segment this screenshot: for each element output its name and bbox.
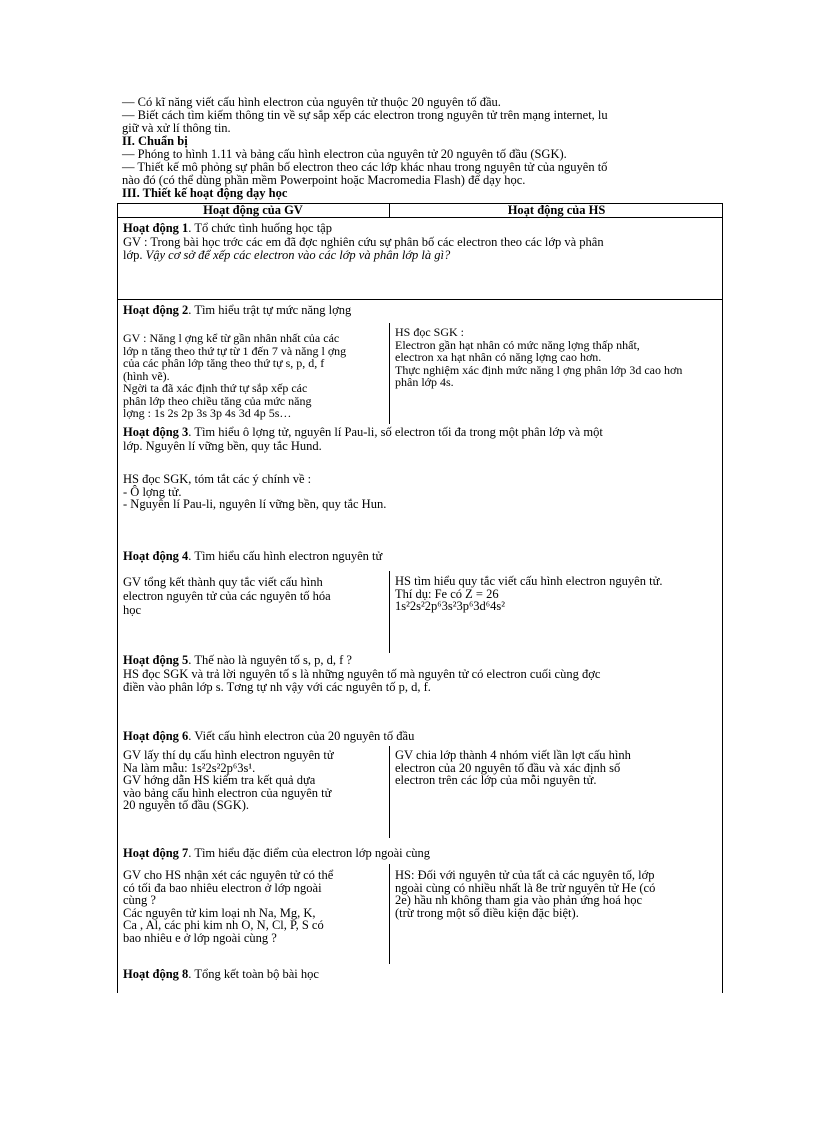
activity-7-title: Hoạt động 7. Tìm hiểu đặc điểm của electron lớp ngoài cùng bbox=[123, 846, 431, 860]
activity-6-hs: GV chia lớp thành 4 nhóm viết lần lợt cấu hình electron của 20 nguyên tố đầu và xác định số electron trên các lớp của mỗi nguyên tử. bbox=[395, 748, 631, 787]
activity-3-title: Hoạt động 3. Tìm hiểu ô lợng tử, nguyên lí Pau-li, số electron tối đa trong một phân lớp và một bbox=[123, 425, 603, 439]
activity-5-title: Hoạt động 5. Thế nào là nguyên tố s, p, d, f ? bbox=[123, 653, 352, 667]
column-header-gv: Hoạt động của GV bbox=[117, 203, 390, 217]
activity-8-title: Hoạt động 8. Tổng kết toàn bộ bài học bbox=[123, 967, 319, 981]
activity-6-title: Hoạt động 6. Viết cấu hình electron của 20 nguyên tố đầu bbox=[123, 729, 415, 743]
activity-3-text: lớp. Nguyên lí vững bền, quy tắc Hund. bbox=[123, 439, 322, 453]
activity-4-gv: GV tổng kết thành quy tắc viết cấu hình electron nguyên tử của các nguyên tố hóa học bbox=[123, 575, 331, 617]
activity-6-gv: GV lấy thí dụ cấu hình electron nguyên tử Na làm mẫu: 1s²2s²2p⁶3s¹. GV hớng dẫn HS kiểm tra kết quả dựa vào bảng cấu hình electron của nguyên tử 20 nguyên tố đầu (SGK). bbox=[123, 748, 334, 812]
activity-7-hs: HS: Đối với nguyên tử của tất cả các nguyên tố, lớp ngoài cùng có nhiều nhất là 8e trừ nguyên tử He (có 2e) hầu nh không tham gia vào phản ứng hoá học (trừ trong một số điều kiện đặc biệt). bbox=[395, 868, 656, 920]
column-divider bbox=[389, 864, 390, 964]
column-divider bbox=[389, 571, 390, 653]
activity-4-hs: HS tìm hiểu quy tắc viết cấu hình electron nguyên tử. Thí dụ: Fe có Z = 26 1s²2s²2p⁶3s²3p⁶3d⁶4s² bbox=[395, 574, 663, 613]
table-border bbox=[117, 217, 723, 218]
activity-1-text: GV : Trong bài học trớc các em đã đợc nghiên cứu sự phân bố các electron theo các lớp và phân lớp. Vậy cơ sở để xếp các electron vào các lớp và phân lớp là gì? bbox=[123, 235, 604, 262]
objective-line: giữ và xử lí thông tin. bbox=[122, 121, 231, 135]
activity-5-text: HS đọc SGK và trả lời nguyên tố s là những nguyên tố mà nguyên tử có electron cuối cùng đợc điền vào phân lớp s. Tơng tự nh vậy với các nguyên tố p, d, f. bbox=[123, 667, 601, 694]
activity-2-gv: GV : Năng l ợng kể từ gần nhân nhất của các lớp n tăng theo thứ tự từ 1 đến 7 và năng l ợng của các phân lớp tăng theo thứ tự s, p, d, f (hình vẽ). Ngời ta đã xác định thứ tự sắp xếp các phân lớp theo chiều tăng của mức năng lợng : 1s 2s 2p 3s 3p 4s 3d 4p 5s… bbox=[123, 331, 347, 420]
activity-4-title: Hoạt động 4. Tìm hiểu cấu hình electron nguyên tử bbox=[123, 549, 383, 563]
preparation-line: — Phóng to hình 1.11 và bảng cấu hình electron của nguyên tử 20 nguyên tố đầu (SGK). bbox=[122, 147, 567, 161]
section-heading-preparation: II. Chuẩn bị bbox=[122, 134, 188, 148]
column-header-hs: Hoạt động của HS bbox=[507, 203, 606, 217]
activity-7-gv: GV cho HS nhận xét các nguyên tử có thể có tối đa bao nhiêu electron ở lớp ngoài cùng ? Các nguyên tử kim loại nh Na, Mg, K, Ca , Al, các phi kim nh O, N, Cl, P, S có bao nhiêu e ở lớp ngoài cùng ? bbox=[123, 868, 334, 945]
activity-table bbox=[117, 203, 723, 993]
objective-line: — Có kĩ năng viết cấu hình electron của nguyên tử thuộc 20 nguyên tố đầu. bbox=[122, 95, 501, 109]
preparation-line: — Thiết kế mô phỏng sự phân bố electron theo các lớp khác nhau trong nguyên tử của nguyên tố bbox=[122, 160, 608, 174]
activity-1-title: Hoạt động 1. Tổ chức tình huống học tập bbox=[123, 221, 332, 235]
preparation-line: nào đó (có thể dùng phần mềm Powerpoint hoặc Macromedia Flash) để dạy học. bbox=[122, 173, 526, 187]
table-border bbox=[722, 203, 723, 993]
column-divider bbox=[389, 746, 390, 838]
activity-2-title: Hoạt động 2. Tìm hiểu trật tự mức năng lợng bbox=[123, 303, 352, 317]
activity-3-hs: HS đọc SGK, tóm tắt các ý chính về : - Ô lợng tử. - Nguyên lí Pau-li, nguyên lí vững bền, quy tắc Hun. bbox=[123, 472, 387, 511]
table-border bbox=[117, 203, 118, 993]
column-divider bbox=[389, 323, 390, 424]
objective-line: — Biết cách tìm kiếm thông tin về sự sắp xếp các electron trong nguyên tử trên mạng internet, lu bbox=[122, 108, 608, 122]
activity-2-hs: HS đọc SGK : Electron gần hạt nhân có mức năng lợng thấp nhất, electron xa hạt nhân có năng lợng cao hơn. Thực nghiệm xác định mức năng l ợng phân lớp 3d cao hơn phân lớp 4s. bbox=[395, 325, 683, 389]
row-divider bbox=[117, 299, 723, 300]
section-heading-activities: III. Thiết kế hoạt động dạy học bbox=[122, 186, 288, 200]
intro-section bbox=[122, 96, 722, 200]
